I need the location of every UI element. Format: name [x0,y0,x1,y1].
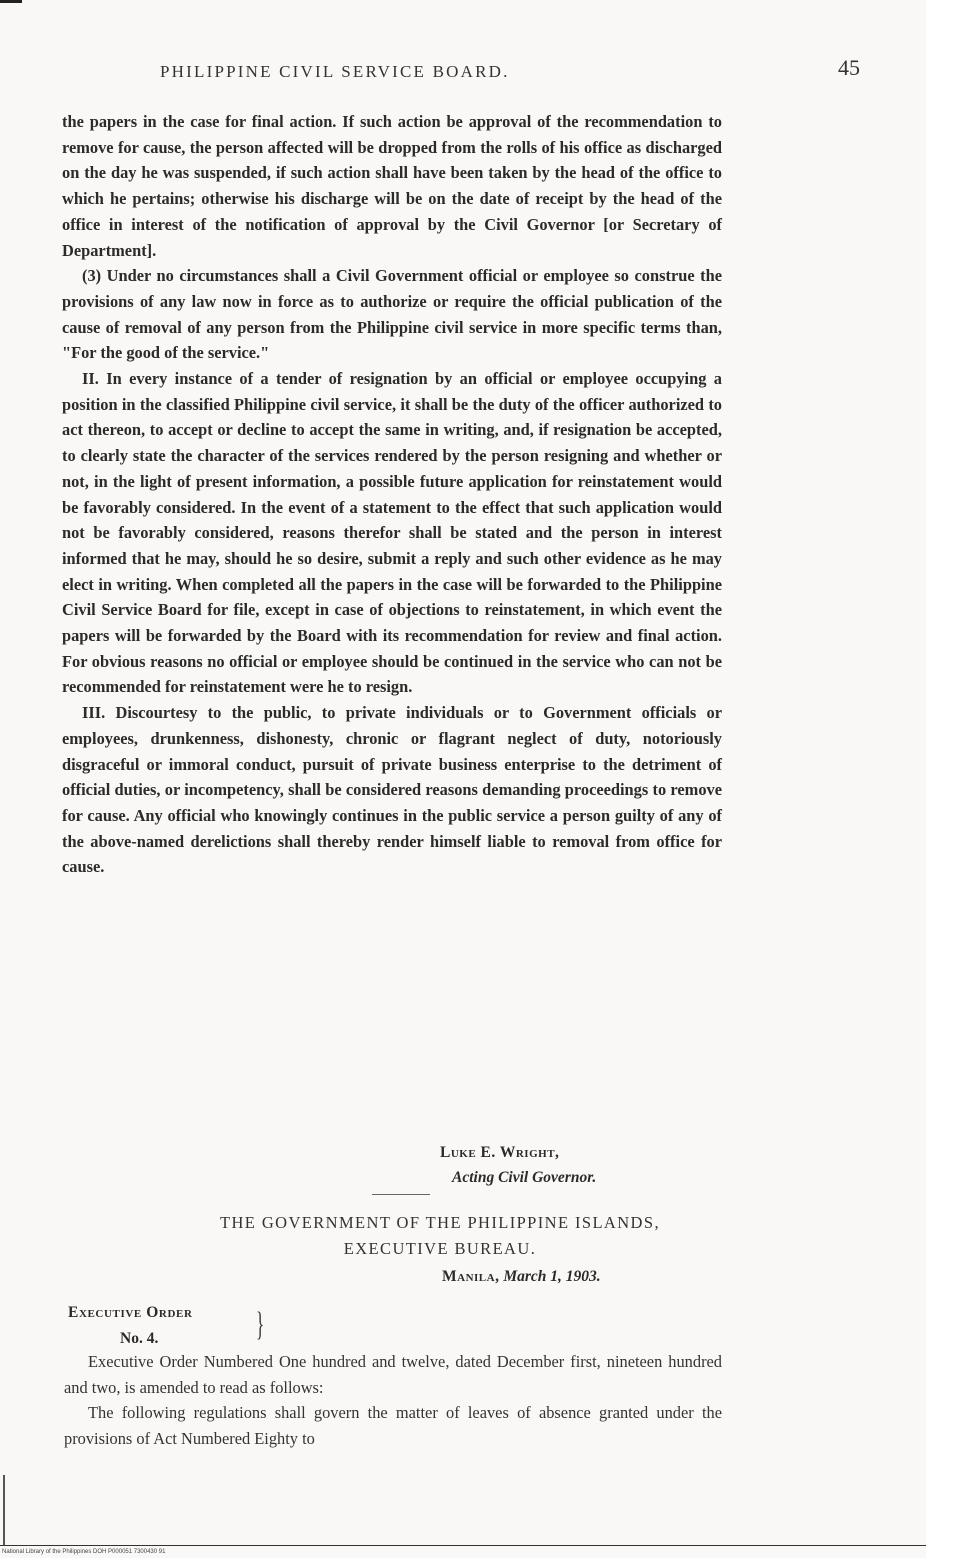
order-body-text [64,1349,722,1452]
bottom-rule [0,1545,926,1546]
government-heading-line1: THE GOVERNMENT OF THE PHILIPPINE ISLANDS, [220,1213,660,1232]
body-paragraph: III. Discourtesy to the public, to private individuals or to Government officials or employees, drunkenness, dishonesty, chronic or flagrant neglect of duty, notoriously disgraceful or immoral conduct, pursuit of private business enterprise to the detriment of official duties, or incompetency, shall be considered reasons demanding proceedings to remove for cause. Any official who knowingly continues in the public service a person guilty of any of the above-named derelictions shall thereby render himself liable to removal from office for cause. [62,703,722,877]
section-divider [372,1194,430,1195]
signatory-name: Luke E. Wright, [440,1144,560,1161]
executive-order-title: Executive Order [68,1304,193,1321]
scan-footer: National Library of the Philippines DOH P000051 7300430 91 [2,1549,166,1555]
government-heading [100,1210,780,1262]
signature-block [440,1140,596,1190]
dateline [442,1268,601,1286]
dateline-date: March 1, 1903. [503,1268,601,1285]
body-text [62,109,722,880]
signatory-title: Acting Civil Governor. [452,1169,597,1186]
executive-order-number: No. 4. [120,1330,159,1347]
body-paragraph: II. In every instance of a tender of resignation by an official or employee occupying a position in the classified Philippine civil service, it shall be the duty of the officer authorized to act thereon, to accept or decline to accept the same in writing, and, if resignation be accepted, to clearly state the character of the services rendered by the person resigning and whether or not, in the light of present information, a possible future application for reinstatement would be favorably considered. In the event of a statement to the effect that such application would not be favorably considered, reasons therefor shall be stated and the person in interest informed that he may, should he so desire, submit a reply and such other evidence as he may elect in writing. When completed all the papers in the case will be forwarded to the Philippine Civil Service Board for file, except in case of objections to reinstatement, in which event the papers will be forwarded by the Board with its recommendation for review and final action. For obvious reasons no official or employee should be continued in the service who can not be recommended for reinstatement were he to resign. [62,369,722,697]
corner-scan-mark [0,0,22,3]
order-paragraph: Executive Order Numbered One hundred and twelve, dated December first, nineteen hundred and two, is amended to read as follows: [64,1352,722,1397]
order-paragraph: The following regulations shall govern the matter of leaves of absence granted under the provisions of Act Numbered Eighty to [64,1403,722,1449]
executive-order-label [68,1300,193,1352]
government-heading-line2: EXECUTIVE BUREAU. [343,1239,537,1258]
page-margin [926,0,974,1558]
margin-line [3,1475,5,1545]
body-paragraph: the papers in the case for final action. If such action be approval of the recommendation to remove for cause, the person affected will be dropped from the rolls of his office as discharged on the day he was suspended, if such action shall have been taken by the head of the office to which he pertains; otherwise his discharge will be on the date of receipt by the head of the office in interest of the notification of approval by the Civil Governor [or Secretary of Department]. [62,112,722,260]
page-number: 45 [838,55,860,80]
dateline-place: Manila, [442,1268,500,1285]
body-paragraph: (3) Under no circumstances shall a Civil Government official or employee so construe the provisions of any law now in force as to authorize or require the official publication of the cause of removal of any person from the Philippine civil service in more specific terms than, "For the good of the service." [62,266,722,363]
brace-glyph: } [256,1306,265,1343]
running-head: PHILIPPINE CIVIL SERVICE BOARD. [160,62,510,81]
